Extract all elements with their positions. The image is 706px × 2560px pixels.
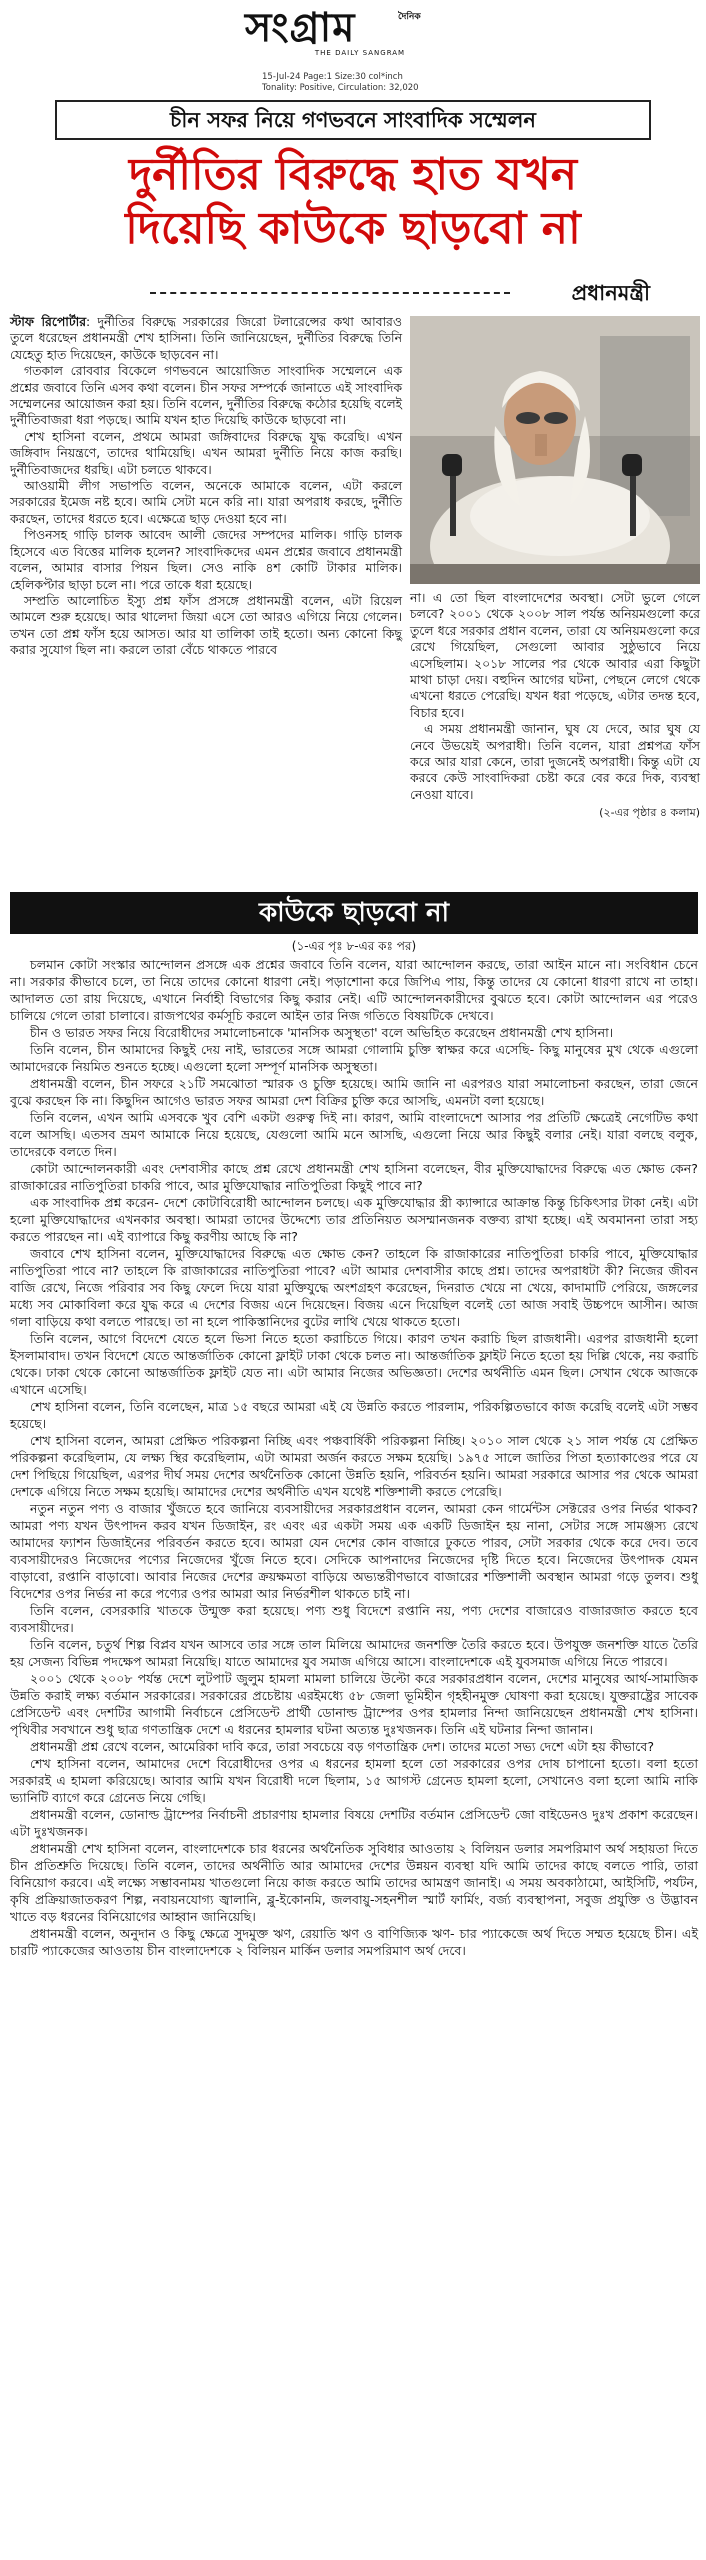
lead-paragraph: সম্প্রতি আলোচিত ইস্যু প্রশ্ন ফাঁস প্রসঙ্গে প্রধানমন্ত্রী বলেন, এটা রিয়েল আমলে শুরু হয়েছে। আর থালেদা জিয়া এসে তো আরও এগিয়ে নিয়ে গেলেন। তখন তো প্রশ্ন ফাঁস হয়ে আসত। আর যা তালিকা তাই হতো। অন্য কোনো কিছু করার সুযোগ ছিল না। করলে তারা বেঁচে থাকতে পারবে — [10, 592, 402, 658]
speaker-at-microphones-image — [410, 316, 700, 584]
jump-paragraph: শেখ হাসিনা বলেন, তিনি বলেছেন, মাত্র ১৫ বছরে আমরা এই যে উন্নতি করতে পারলাম, পরিকল্পিতভাবে কাজ করেছি বলেই এটা সম্ভব হয়েছে। — [10, 1399, 698, 1431]
masthead-prefix: দৈনিক — [398, 12, 421, 22]
jump-paragraph: ২০০১ থেকে ২০০৮ পর্যন্ত দেশে লুটপাট জুলুম হামলা মামলা চালিয়ে উল্টো করে সরকারপ্রধান বলেন, দেশের মানুষের আর্থ-সামাজিক উন্নতি করাই লক্ষ্য বর্তমান সরকারের। সরকারের প্রচেষ্টায় এরইমধ্যে ৫৮ জেলা ভূমিহীন গৃহহীনমুক্ত ঘোষণা করা হয়েছে। যুক্তরাষ্ট্রের সাবেক প্রেসিডেন্ট এবং দেশটির আগামী নির্বাচনে প্রেসিডেন্ট প্রার্থী ডোনাল্ড ট্রাম্পের ওপর হামলার নিন্দা জানিয়েছেন প্রধানমন্ত্রী শেখ হাসিনা। পৃথিবীর সবখানে শুধু ছাত্র গণতান্ত্রিক দেশে এ ধরনের হামলার ঘটনা অত্যন্ত দুঃখজনক। তিনি এই ঘটনার নিন্দা জানান। — [10, 1671, 698, 1737]
lead-paragraph: শেখ হাসিনা বলেন, প্রথমে আমরা জঙ্গিবাদের বিরুদ্ধে যুদ্ধ করেছি। এখন জঙ্গিবাদ নিয়ন্ত্রণে, তাদের থামিয়েছি। এখন আমরা দুর্নীতি নিয়ে কাজ করছি। দুর্নীতিবাজদের ধরছি। এটা চলতে থাকবে। — [10, 428, 402, 477]
lead-paragraph: পিওনসহ গাড়ি চালক আবেদ আলী জেদের সম্পদের মালিক। গাড়ি চালক হিসেবে এত বিত্তের মালিক হলেন? সাংবাদিকদের এমন প্রশ্নের জবাবে প্রধানমন্ত্রী বলেন, আমার বাসার পিয়ন ছিল। সেও নাকি ৪শ কোটি টাকার মালিক। হেলিকপ্টার ছাড়া চলে না। পরে তাকে ধরা হয়েছে। — [10, 527, 402, 592]
headline — [48, 148, 658, 256]
jump-paragraph: তিনি বলেন, এখন আমি এসবকে খুব বেশি একটা গুরুত্ব দিই না। কারণ, আমি বাংলাদেশে আসার পর প্রতিটি ক্ষেত্রেই নেগেটিভ কথা বলে আসছি। এতসব ভ্রমণ আমাকে নিয়ে হয়েছে, যেগুলো আমি মনে আসছি, এগুলো নিয়ে আর কিছুই বলার নেই। যারা বলছে বলুক, তাদেরকে বলতে দিন। — [10, 1110, 698, 1159]
lead-paragraph: গতকাল রোববার বিকেলে গণভবনে আয়োজিত সাংবাদিক সম্মেলনে এক প্রশ্নের জবাবে তিনি এসব কথা বলেন। চীন সফর সম্পর্কে জানাতে এই সাংবাদিক সম্মেলনের আয়োজন করা হয়। তিনি বলেন, দুর্নীতির বিরুদ্ধে কঠোর হয়েছি বলেই দুর্নীতিবাজরা ধরা পড়ছে। আমি যখন হাত দিয়েছি কাউকে ছাড়বো না। — [10, 363, 402, 428]
jump-paragraph: নতুন নতুন পণ্য ও বাজার খুঁজতে হবে জানিয়ে ব্যবসায়ীদের সরকারপ্রধান বলেন, আমরা কেন গার্মেন্টস সেক্টরের ওপর নির্ভর থাকব? আমরা পণ্য যখন উৎপাদন করব যখন ডিজাইন, রং এবং এর একটা সময় এক একটি ডিজাইন হয় নানা, সেটার সঙ্গে সামঞ্জস্য রেখে আমাদের ফ্যাশন ডিজাইনের পরিবর্তন করতে হবে। আমরা যেন দেশের কোন বাজারে ঢুকতে পারব, সেটা সরকার থেকে করে দেব। তবে ব্যবসায়ীদেরও নিজেদের পণ্যের নিজেদের খুঁজে নিতে হবে। সেদিকে আপনাদের নিজেদের দৃষ্টি দিতে হবে। নিজেদের উৎপাদক যেমন বাড়াবো, রপ্তানি বাড়াবো। আবার নিজের দেশের ক্রয়ক্ষমতা বাড়িয়ে অভ্যন্তরীণভাবে বাজারের শক্তিশালী অবস্থান আমরা গড়ে তুলব। শুধু বিদেশের ওপর নির্ভর না করে পণ্যের ওপর আমরা আর নির্ভরশীল থাকতে চাই না। — [10, 1501, 698, 1601]
clipping-date-size: 15-Jul-24 Page:1 Size:30 col*inch — [262, 72, 403, 82]
jump-paragraph: তিনি বলেন, আগে বিদেশে যেতে হলে ভিসা নিতে হতো করাচিতে গিয়ে। কারণ তখন করাচি ছিল রাজধানী। এরপর রাজধানী হলো ইসলামাবাদ। তখন বিদেশে যেতে আন্তর্জাতিক কোনো ফ্লাইট ঢাকা থেকে চলত না। আন্তর্জাতিক ফ্লাইট নিতে হতো হয় দিল্লি থেকে, নয় করাচি থেকে। ঢাকা থেকে কোনো আন্তর্জাতিক ফ্লাইট যেত না। এটা আমার নিজের অভিজ্ঞতা। দেশের অর্থনীতি এমন ছিল। সেখান থেকে আজকে এখানে এসেছি। — [10, 1331, 698, 1397]
jump-reference: (১-এর পৃঃ ৮-এর কঃ পর) — [291, 939, 417, 953]
jump-paragraph: জবাবে শেখ হাসিনা বলেন, মুক্তিযোদ্ধাদের বিরুদ্ধে এত ক্ষোভ কেন? তাহলে কি রাজাকারের নাতিপুতিরা চাকরি পাবে, মুক্তিযোদ্ধার নাতিপুতিরা পাবে না? তাহলে কি রাজাকারের নাতিপুতিরা পাবে? এটা আমার দেশবাসীর কাছে প্রশ্ন। তাদের অপরাধটা কী? নিজের জীবন বাজি রেখে, নিজে পরিবার সব কিছু ফেলে দিয়ে যারা মুক্তিযুদ্ধে অংশগ্রহণ করেছেন, দিনরাত খেয়ে না খেয়ে, কাদামাটি পেরিয়ে, জঙ্গলের মধ্যে সব মোকাবিলা করে যুদ্ধ করে এ দেশের বিজয় এনে দিয়েছেন। বিজয় এনে দিয়েছিল বলেই তো আজ সবাই উচ্চপদে আসীন। আজ গলা বাড়িয়ে কথা বলতে পারছে। তা না হলে পাকিস্তানিদের বুটের লাথি খেয়ে থাকতে হতো। — [10, 1246, 698, 1329]
jump-paragraph: চীন ও ভারত সফর নিয়ে বিরোধীদের সমালোচনাকে 'মানসিক অসুস্থতা' বলে অভিহিত করেছেন প্রধানমন্ত্রী শেখ হাসিনা। — [30, 1025, 614, 1040]
lead-paragraph: স্টাফ রিপোর্টার: দুর্নীতির বিরুদ্ধে সরকারের জিরো টলারেন্সের কথা আবারও তুলে ধরেছেন প্রধানমন্ত্রী শেখ হাসিনা। তিনি জানিয়েছেন, দুর্নীতির বিরুদ্ধে তিনি যেহেতু হাত দিয়েছেন, কাউকে ছাড়বেন না। — [10, 314, 402, 362]
dashed-rule — [150, 292, 510, 294]
subhead: প্রধানমন্ত্রী — [571, 281, 650, 305]
right-paragraph: এ সময় প্রধানমন্ত্রী জানান, ঘুষ যে দেবে, আর ঘুষ যে নেবে উভয়েই অপরাধী। তিনি বলেন, যারা প্রশ্নপত্র ফাঁস করে আর যারা কেনে, তারা দুজনেই অপরাধী। কিন্তু এটা যে করবে কেউ সাংবাদিকরা চেষ্টা করে বের করে দিক, ব্যবস্থা নেওয়া যাবে। — [410, 721, 700, 802]
jump-paragraph: প্রধানমন্ত্রী প্রশ্ন রেখে বলেন, আমেরিকা দাবি করে, তারা সবচেয়ে বড় গণতান্ত্রিক দেশ। তাদের মতো সভ্য দেশে এটা হয় কীভাবে? — [30, 1739, 655, 1754]
news-photo — [410, 316, 700, 584]
clipping-meta — [262, 72, 502, 94]
kicker-box — [55, 100, 651, 140]
newspaper-english-name: THE DAILY SANGRAM — [314, 49, 406, 57]
jump-paragraph: শেখ হাসিনা বলেন, আমরা প্রেক্ষিত পরিকল্পনা নিচ্ছি এবং পঞ্চবার্ষিকী পরিকল্পনা নিচ্ছি। ২০১০ সাল থেকে ২১ সাল পর্যন্ত যে প্রেক্ষিত পরিকল্পনা করেছিলাম, যে লক্ষ্য স্থির করেছিলাম, এটা আমরা অর্জন করতে সক্ষম হয়েছি। ১৯৭৫ সালে জাতির পিতা হত্যাকাণ্ডের পরে যে দেশ পিছিয়ে গিয়েছিল, এরপর দীর্ঘ সময় দেশের অর্থনৈতিক কোনো উন্নতি হয়নি, পরিবর্তন হয়নি। আমরা সরকারে আসার পর থেকে আমরা দেশকে এগিয়ে নিতে সক্ষম হয়েছি। আমাদের দেশের অর্থনীতি এখন যথেষ্ট শক্তিশালী করতে পেরেছি। — [10, 1433, 698, 1499]
jump-paragraph: এক সাংবাদিক প্রশ্ন করেন- দেশে কোটাবিরোধী আন্দোলন চলছে। এক মুক্তিযোদ্ধার স্ত্রী ক্যান্সারে আক্রান্ত কিন্তু চিকিৎসার টাকা নেই। এটা হলো মুক্তিযোদ্ধাদের এখনকার অবস্থা। আমরা তাদের উদ্দেশ্যে তার প্রতিনিয়ত অসম্মানজনক বক্তব্য রাখা হচ্ছে। এই অবমাননা তারা সহ্য করতে পারছেন না। এই ব্যাপারে কিছু করণীয় আছে কি না? — [10, 1195, 698, 1244]
jump-paragraph: তিনি বলেন, চীন আমাদের কিছুই দেয় নাই, ভারতের সঙ্গে আমরা গোলামি চুক্তি স্বাক্ষর করে এসেছি- কিছু মানুষের মুখ থেকে এগুলো আমাদেরকে নিয়মিত শুনতে হচ্ছে। এগুলো হলো সম্পূর্ণ মানসিক অসুস্থতা। — [10, 1042, 698, 1074]
jump-paragraph: প্রধানমন্ত্রী বলেন, ডোনাল্ড ট্রাম্পের নির্বাচনী প্রচারণায় হামলার বিষয়ে দেশটির বর্তমান প্রেসিডেন্ট জো বাইডেনও দুঃখ প্রকাশ করেছেন। এটা দুঃখজনক। — [10, 1807, 698, 1839]
jump-paragraph: প্রধানমন্ত্রী শেখ হাসিনা বলেন, বাংলাদেশকে চার ধরনের অর্থনৈতিক সুবিধার আওতায় ২ বিলিয়ন ডলার সমপরিমাণ অর্থ সহায়তা দিতে চীন প্রতিশ্রুতি দিয়েছে। তিনি বলেন, তাদের অর্থনীতি আর আমাদের দেশের উন্নয়ন ব্যবস্থা যদি আমি তাদের কাছে বলতে পারি, তারা বিনিয়োগ করবে। এই লক্ষ্যে সম্ভাবনাময় খাতগুলো নিয়ে কাজ করতে আমি তাদের আমন্ত্রণ জানাই। এ সময় অবকাঠামো, আইসিটি, পর্যটন, কৃষি প্রক্রিয়াজাতকরণ শিল্প, নবায়নযোগ্য জ্বালানি, ব্লু-ইকোনমি, জলবায়ু-সহনশীল স্মার্ট ফার্মিং, বর্জ্য ব্যবস্থাপনা, সবুজ প্রযুক্তি ও উদ্ভাবন খাতে বড় ধরনের বিনিয়োগের আহ্বান জানিয়েছি। — [10, 1841, 698, 1924]
jump-paragraph: তিনি বলেন, বেসরকারি খাতকে উন্মুক্ত করা হয়েছে। পণ্য শুধু বিদেশে রপ্তানি নয়, পণ্য দেশের বাজারেও বাজারজাত করতে হবে ব্যবসায়ীদের। — [10, 1603, 698, 1635]
masthead — [220, 6, 500, 64]
jump-paragraph: শেখ হাসিনা বলেন, আমাদের দেশে বিরোধীদের ওপর এ ধরনের হামলা হলে তো সরকারের ওপর দোষ চাপানো হতো। বলা হতো সরকারই এ হামলা করিয়েছে। আবার আমি যখন বিরোধী দলে ছিলাম, ১৫ আগস্ট গ্রেনেড হামলা হলো, সেখানেও বলা হলো আমি নাকি ভ্যানিটি ব্যাগে করে গ্রেনেড নিয়ে গেছি। — [10, 1756, 698, 1805]
jump-banner — [10, 892, 698, 934]
lead-column — [10, 314, 402, 659]
byline: স্টাফ রিপোর্টার — [10, 314, 87, 329]
continuation-note: (২-এর পৃষ্ঠার ৪ কলাম) — [599, 806, 700, 820]
right-paragraph: না। এ তো ছিল বাংলাদেশের অবস্থা। সেটা ভুলে গেলে চলবে? ২০০১ থেকে ২০০৮ সাল পর্যন্ত অনিয়মগুলো করে তুলে ধরে সরকার প্রধান বলেন, তারা যে অনিয়মগুলো করে রেখে গিয়েছিল, সেগুলো আবার সুষ্ঠুভাবে নিয়ে এসেছিলাম। ২০১৮ সালের পর থেকে আবার এরা কিছুটা মাথা চাড়া দেয়। বহুদিন আগের ঘটনা, পেছনে লেগে থেকে এখনো ধরতে পেরেছি। যখন ধরা পড়েছে, এটার তদন্ত হবে, বিচার হবে। — [410, 590, 700, 720]
jump-body — [10, 956, 698, 1959]
clipping-tonality: Tonality: Positive, Circulation: 32,020 — [262, 83, 419, 93]
jump-paragraph: প্রধানমন্ত্রী বলেন, চীন সফরে ২১টি সমঝোতা স্মারক ও চুক্তি হয়েছে। আমি জানি না এরপরও যারা সমালোচনা করছেন, তারা জেনে বুঝে করছেন কি না। কিছুদিন আগেও ভারত সফর আমরা দেশ বিক্রির চুক্তি করে আসছি, এমনটা বলা হয়েছে। — [10, 1076, 698, 1108]
jump-paragraph: কোটা আন্দোলনকারী এবং দেশবাসীর কাছে প্রশ্ন রেখে প্রধানমন্ত্রী শেখ হাসিনা বলেছেন, বীর মুক্তিযোদ্ধাদের বিরুদ্ধে এত ক্ষোভ কেন? রাজাকারের নাতিপুতিরা চাকরি পাবে, আর মুক্তিযোদ্ধার নাতিপুতিরা কিছুই পাবে না? — [10, 1161, 698, 1193]
right-column — [410, 590, 700, 822]
kicker: চীন সফর নিয়ে গণভবনে সাংবাদিক সম্মেলন — [170, 108, 536, 132]
headline-line-1: দুর্নীতির বিরুদ্ধে হাত যখন — [129, 149, 577, 200]
lead-paragraph: আওয়ামী লীগ সভাপতি বলেন, অনেকে আমাকে বলেন, এটা করলে সরকারের ইমেজ নষ্ট হবে। আমি সেটা মনে করি না। যারা অপরাধ করছে, দুর্নীতি করছেন, তাদের ধরতে হবে। এক্ষেত্রে ছাড় দেওয়া হবে না। — [10, 478, 402, 526]
headline-line-2: দিয়েছি কাউকে ছাড়বো না — [125, 203, 581, 254]
subhead-row — [150, 278, 650, 308]
jump-paragraph: প্রধানমন্ত্রী বলেন, অনুদান ও কিছু ক্ষেত্রে সুদমুক্ত ঋণ, রেয়াতি ঋণ ও বাণিজ্যিক ঋণ- চার প্যাকেজে অর্থ দিতে সম্মত হয়েছে চীন। এই চারটি প্যাকেজের আওতায় চীন বাংলাদেশকে ২ বিলিয়ন মার্কিন ডলার সমপরিমাণ অর্থ দেবে। — [10, 1926, 698, 1958]
jump-paragraph: তিনি বলেন, চতুর্থ শিল্প বিপ্লব যখন আসবে তার সঙ্গে তাল মিলিয়ে আমাদের জনশক্তি তৈরি করতে হবে। উপযুক্ত জনশক্তি যাতে তৈরি হয় সেজন্য বিভিন্ন পদক্ষেপ আমরা নিয়েছি। যাতে আমাদের যুব সমাজ এগিয়ে আসে। বাংলাদেশকে এই যুবসমাজ এগিয়ে নিতে পারবে। — [10, 1637, 698, 1669]
jump-title: কাউকে ছাড়বো না — [258, 898, 450, 928]
newspaper-logo: সংগ্রাম — [245, 4, 356, 51]
jump-paragraph: চলমান কোটা সংস্কার আন্দোলন প্রসঙ্গে এক প্রশ্নের জবাবে তিনি বলেন, যারা আন্দোলন করছে, তারা আইন মানে না। সংবিধান চেনে না। সরকার কীভাবে চলে, তা নিয়ে তাদের কোনো ধারণা নেই। পড়াশোনা করে জিপিএ পায়, কিন্তু তাদের যে কোনো ধারণা রাখে না তাহা। আদালত তো রায় দিয়েছে, এখানে নির্বাহী বিভাগের কিছু করার নেই। এটি আন্দোলনকারীদের বুঝতে হবে। কোটা আন্দোলন এর পরেও চালিয়ে গেলে তারা চালাবে। রাজপথের কর্মসূচি করলে আইন তার নিজ গতিতে বিষয়টিকে দেখবে। — [10, 957, 698, 1023]
